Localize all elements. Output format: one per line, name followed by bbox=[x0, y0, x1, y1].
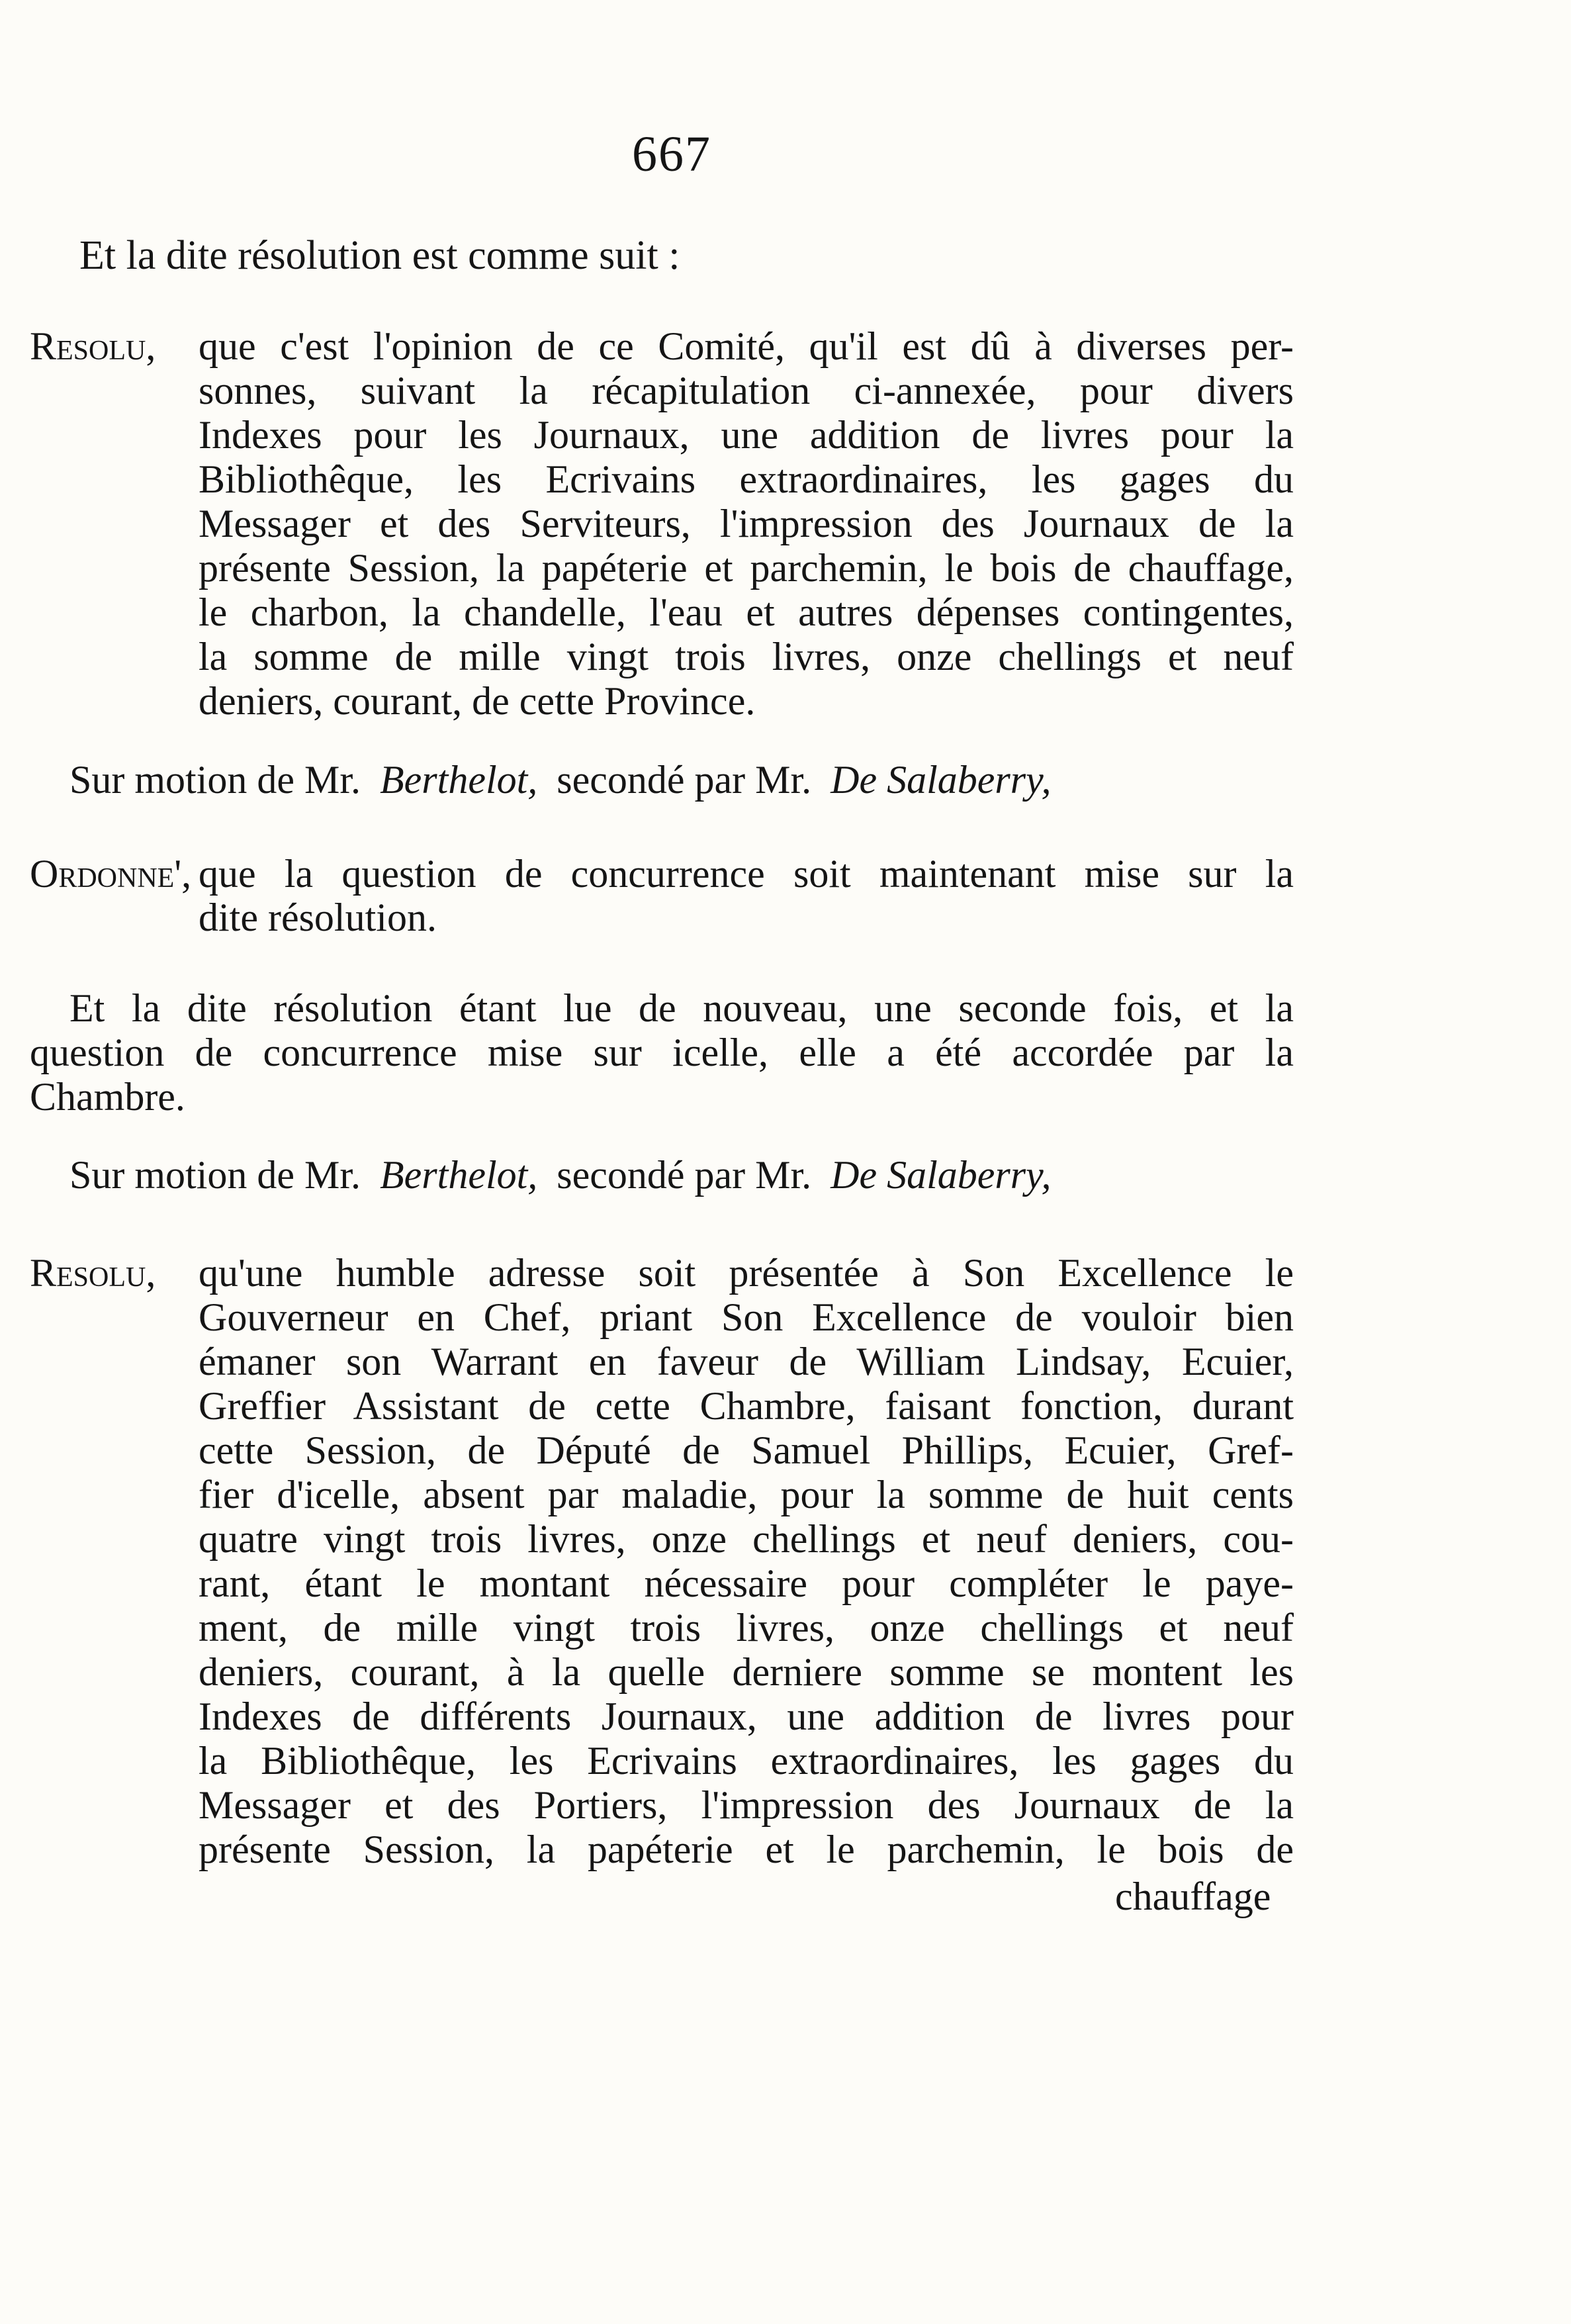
resolution-2-line: quatre vingt trois livres, onze chellings et neuf deniers, cou- bbox=[199, 1517, 1294, 1561]
resolution-2-line: cette Session, de Député de Samuel Phillips, Ecuier, Gref- bbox=[199, 1428, 1294, 1472]
resolution-1-line: Indexes pour les Journaux, une addition de livres pour la bbox=[199, 413, 1294, 457]
resolution-2-line: rant, étant le montant nécessaire pour compléter le paye- bbox=[199, 1561, 1294, 1605]
motion-1-prefix: Sur motion de Mr. bbox=[69, 758, 361, 802]
resolution-1-line: présente Session, la papéterie et parchemin, le bois de chauffage, bbox=[199, 546, 1294, 590]
resolution-1-line: que c'est l'opinion de ce Comité, qu'il est dû à diverses per- bbox=[199, 324, 1294, 368]
resolution-1-line: Messager et des Serviteurs, l'impression des Journaux de la bbox=[199, 502, 1294, 545]
resolution-1-line: Bibliothêque, les Ecrivains extraordinaires, les gages du bbox=[199, 457, 1294, 501]
motion-2-mover: Berthelot, bbox=[380, 1153, 538, 1197]
motion-2-prefix: Sur motion de Mr. bbox=[69, 1153, 361, 1197]
resolution-2-line: Greffier Assistant de cette Chambre, faisant fonction, durant bbox=[199, 1384, 1294, 1428]
order-label: Ordonne', bbox=[30, 852, 192, 896]
concurrence-line: Chambre. bbox=[30, 1075, 185, 1119]
resolution-2-line: la Bibliothêque, les Ecrivains extraordinaires, les gages du bbox=[199, 1739, 1294, 1783]
resolution-1-line: deniers, courant, de cette Province. bbox=[199, 679, 756, 723]
motion-2 bbox=[69, 1155, 1051, 1195]
concurrence-line: Et la dite résolution étant lue de nouveau, une seconde fois, et la bbox=[69, 986, 1294, 1030]
resolution-1-line: la somme de mille vingt trois livres, onze chellings et neuf bbox=[199, 635, 1294, 678]
motion-1 bbox=[69, 760, 1051, 800]
resolution-2-line: présente Session, la papéterie et le parchemin, le bois de bbox=[199, 1828, 1294, 1871]
resolution-2-line: qu'une humble adresse soit présentée à Son Excellence le bbox=[199, 1251, 1294, 1295]
motion-1-seconder: De Salaberry, bbox=[830, 758, 1052, 802]
intro-line: Et la dite résolution est comme suit : bbox=[79, 233, 680, 278]
order-line: que la question de concurrence soit maintenant mise sur la bbox=[199, 852, 1294, 896]
resolution-2-line: Messager et des Portiers, l'impression des Journaux de la bbox=[199, 1783, 1294, 1827]
resolution-2-label: Resolu, bbox=[30, 1251, 156, 1295]
resolution-2-line: deniers, courant, à la quelle derniere somme se montent les bbox=[199, 1650, 1294, 1694]
motion-2-middle: secondé par Mr. bbox=[557, 1153, 812, 1197]
motion-2-seconder: De Salaberry, bbox=[830, 1153, 1052, 1197]
catchword: chauffage bbox=[1115, 1875, 1271, 1918]
resolution-2-line: émaner son Warrant en faveur de William Lindsay, Ecuier, bbox=[199, 1340, 1294, 1383]
page-number: 667 bbox=[632, 126, 711, 182]
resolution-2-line: ment, de mille vingt trois livres, onze chellings et neuf bbox=[199, 1606, 1294, 1650]
resolution-2-line: Indexes de différents Journaux, une addition de livres pour bbox=[199, 1695, 1294, 1738]
resolution-1-label: Resolu, bbox=[30, 324, 156, 368]
resolution-2-line: fier d'icelle, absent par maladie, pour la somme de huit cents bbox=[199, 1473, 1294, 1516]
motion-1-mover: Berthelot, bbox=[380, 758, 538, 802]
concurrence-line: question de concurrence mise sur icelle, elle a été accordée par la bbox=[30, 1031, 1294, 1074]
resolution-1-line: le charbon, la chandelle, l'eau et autres dépenses contingentes, bbox=[199, 590, 1294, 634]
resolution-2-line: Gouverneur en Chef, priant Son Excellence de vouloir bien bbox=[199, 1295, 1294, 1339]
motion-1-middle: secondé par Mr. bbox=[557, 758, 812, 802]
order-line: dite résolution. bbox=[199, 896, 437, 939]
resolution-1-line: sonnes, suivant la récapitulation ci-annexée, pour divers bbox=[199, 369, 1294, 412]
